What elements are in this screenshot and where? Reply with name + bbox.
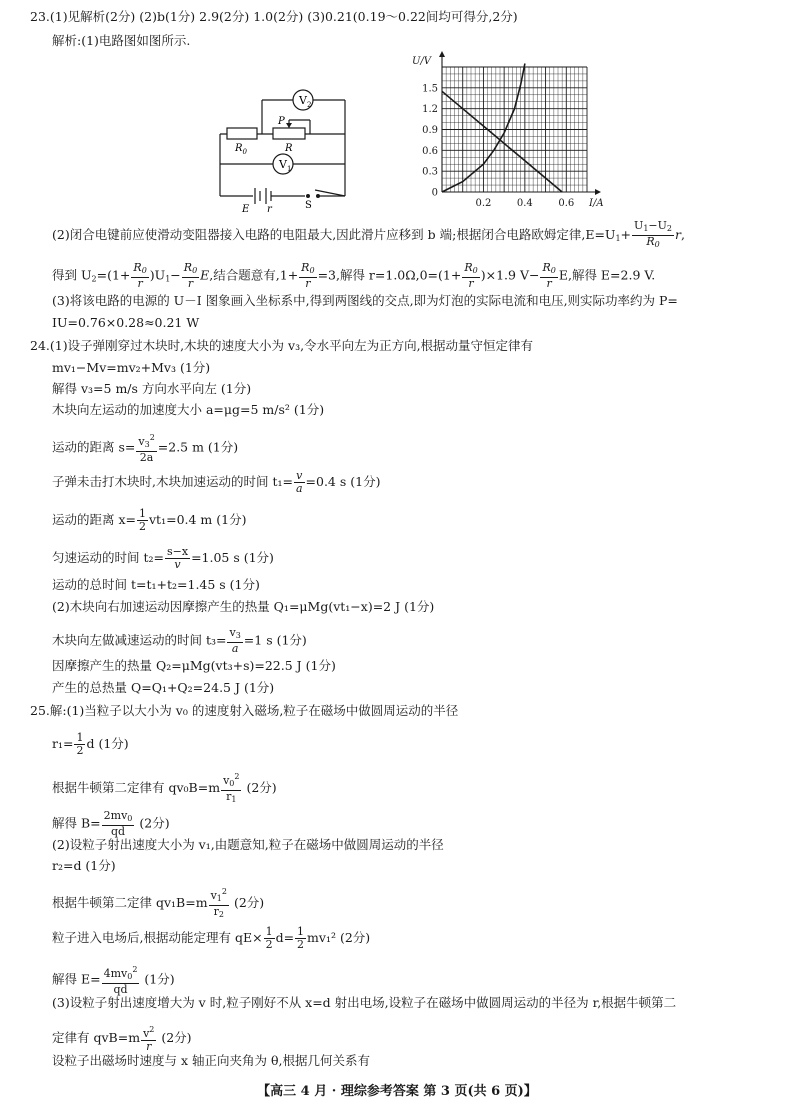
y-tick-label: 0.3 bbox=[422, 166, 438, 178]
v1-label: $V_1$ bbox=[279, 158, 292, 173]
x-tick-label: 0.6 bbox=[558, 198, 575, 209]
q24-line13: 产生的总热量 Q=Q₁+Q₂=24.5 J (1分) bbox=[52, 680, 275, 695]
q24-line6: 子弹未击打木块时,木块加速运动的时间 t₁= $\frac{v}{a}$ =0.4 s (1分) bbox=[52, 469, 381, 495]
y-axis-arrow bbox=[439, 51, 445, 57]
circuit-diagram bbox=[215, 84, 355, 214]
x-axis-arrow bbox=[595, 189, 601, 195]
q24-line1: 24.(1)设子弹刚穿过木块时,木块的速度大小为 v₃,令水平向左为正方向,根据动量守恒定律有 bbox=[30, 338, 534, 353]
q24-line2: mv₁−Mv=mv₂+Mv₃ (1分) bbox=[52, 360, 211, 375]
q24-line5: 运动的距离 s= $\frac{v_3^2}{2a}$ =2.5 m (1分) bbox=[52, 433, 239, 464]
q24-line10: (2)木块向右加速运动因摩擦产生的热量 Q₁=μMg(vt₁−x)=2 J (1分) bbox=[52, 599, 435, 614]
r-label: R bbox=[285, 143, 293, 154]
q25-line11: 定律有 qvB=m $\frac{v^2}{r}$ (2分) bbox=[52, 1025, 192, 1053]
e-label: E bbox=[242, 204, 250, 215]
q25-line9: 解得 E= $\frac{4mv_0^2}{qd}$ (1分) bbox=[52, 965, 175, 996]
q24-line7: 运动的距离 x= $\frac{1}{2}$ vt₁=0.4 m (1分) bbox=[52, 507, 247, 533]
v2-label: $V_2$ bbox=[299, 94, 312, 109]
y-tick-label: 0.9 bbox=[422, 125, 438, 136]
series-line-1 bbox=[442, 91, 562, 192]
q25-line2: r₁= $\frac{1}{2}$ d (1分) bbox=[52, 731, 129, 757]
q23-part2-line1: (2)闭合电键前应使滑动变阻器接入电路的电阻最大,因此滑片应移到 b 端;根据闭合电路欧姆定律$,E=U_1+$ $\frac{U_1-U_2}{R_0}$ r, bbox=[52, 219, 685, 249]
y-tick-label: 1.2 bbox=[422, 104, 438, 116]
q23-analysis-line: 解析:(1)电路图如图所示. bbox=[52, 33, 191, 48]
internal-r-label: r bbox=[267, 204, 272, 215]
q25-line7: 根据牛顿第二定律 qv₁B=m $\frac{v_1^2}{r_2}$ (2分) bbox=[52, 887, 265, 919]
q25-line3: 根据牛顿第二定律有 qv₀B=m $\frac{v_0^2}{r_1}$ (2分) bbox=[52, 772, 277, 804]
q23-part2-line2: 得到 $U_2=(1+$ $\frac{R_0}{r}$ )$U_1-$ $\frac{R_0}{r}$ E,结合题意有,1+ $\frac{R_0}{r}$ =3,解得 r=1.0Ω,0=(1+ $\frac{R_0}{r}$ )×1.9 V− $\frac{R_0}{r}$ E,解得 E=2.9 V. bbox=[52, 261, 656, 290]
x-tick-label: 0.4 bbox=[516, 198, 533, 209]
y-tick-label: 0 bbox=[431, 187, 438, 199]
q24-line3: 解得 v₃=5 m/s 方向水平向左 (1分) bbox=[52, 381, 252, 396]
q25-line12: 设粒子出磁场时速度与 x 轴正向夹角为 θ,根据几何关系有 bbox=[52, 1053, 370, 1068]
q25-line1: 25.解:(1)当粒子以大小为 v₀ 的速度射入磁场,粒子在磁场中做圆周运动的半径 bbox=[30, 703, 459, 718]
p-label: P bbox=[278, 116, 285, 127]
q25-line4: 解得 B= $\frac{2mv_0}{qd}$ (2分) bbox=[52, 809, 170, 838]
q25-line8: 粒子进入电场后,根据动能定理有 qE× $\frac{1}{2}$ d= $\frac{1}{2}$ mv₁² (2分) bbox=[52, 925, 371, 951]
x-tick-label: 0.2 bbox=[475, 198, 492, 209]
q23-answer-line: 23.(1)见解析(2分) (2)b(1分) 2.9(2分) 1.0(2分) (3)0.21(0.19～0.22间均可得分,2分) bbox=[30, 9, 518, 24]
ui-chart bbox=[400, 52, 604, 212]
q25-line10: (3)设粒子射出速度增大为 v 时,粒子刚好不从 x=d 射出电场,设粒子在磁场中做圆周运动的半径为 r,根据牛顿第二 bbox=[52, 995, 677, 1010]
q24-line4: 木块向左运动的加速度大小 a=μg=5 m/s² (1分) bbox=[52, 402, 325, 417]
q25-line6: r₂=d (1分) bbox=[52, 858, 116, 873]
y-tick-label: 0.6 bbox=[422, 145, 438, 157]
q24-line11: 木块向左做减速运动的时间 t₃= $\frac{v_3}{a}$ =1 s (1分) bbox=[52, 626, 307, 655]
q23-part3-line2: IU=0.76×0.28≈0.21 W bbox=[52, 315, 200, 330]
q24-line9: 运动的总时间 t=t₁+t₂=1.45 s (1分) bbox=[52, 577, 260, 592]
x-axis-label: I/A bbox=[589, 198, 604, 209]
y-axis-label: U/V bbox=[412, 56, 432, 67]
q23-part3-line1: (3)将该电路的电源的 U－I 图象画入坐标系中,得到两图线的交点,即为灯泡的实际电流和电压,则实际功率约为 P= bbox=[52, 293, 678, 308]
y-tick-label: 1.5 bbox=[422, 83, 438, 95]
page-footer: 【高三 4 月 · 理综参考答案 第 3 页(共 6 页)】 bbox=[257, 1084, 537, 1099]
q24-line12: 因摩擦产生的热量 Q₂=μMg(vt₃+s)=22.5 J (1分) bbox=[52, 658, 336, 673]
s-label: S bbox=[305, 200, 312, 211]
r0-label: $R_0$ bbox=[235, 143, 247, 156]
q25-line5: (2)设粒子射出速度大小为 v₁,由题意知,粒子在磁场中做圆周运动的半径 bbox=[52, 837, 444, 852]
q24-line8: 匀速运动的时间 t₂= $\frac{s-x}{v}$ =1.05 s (1分) bbox=[52, 545, 274, 571]
